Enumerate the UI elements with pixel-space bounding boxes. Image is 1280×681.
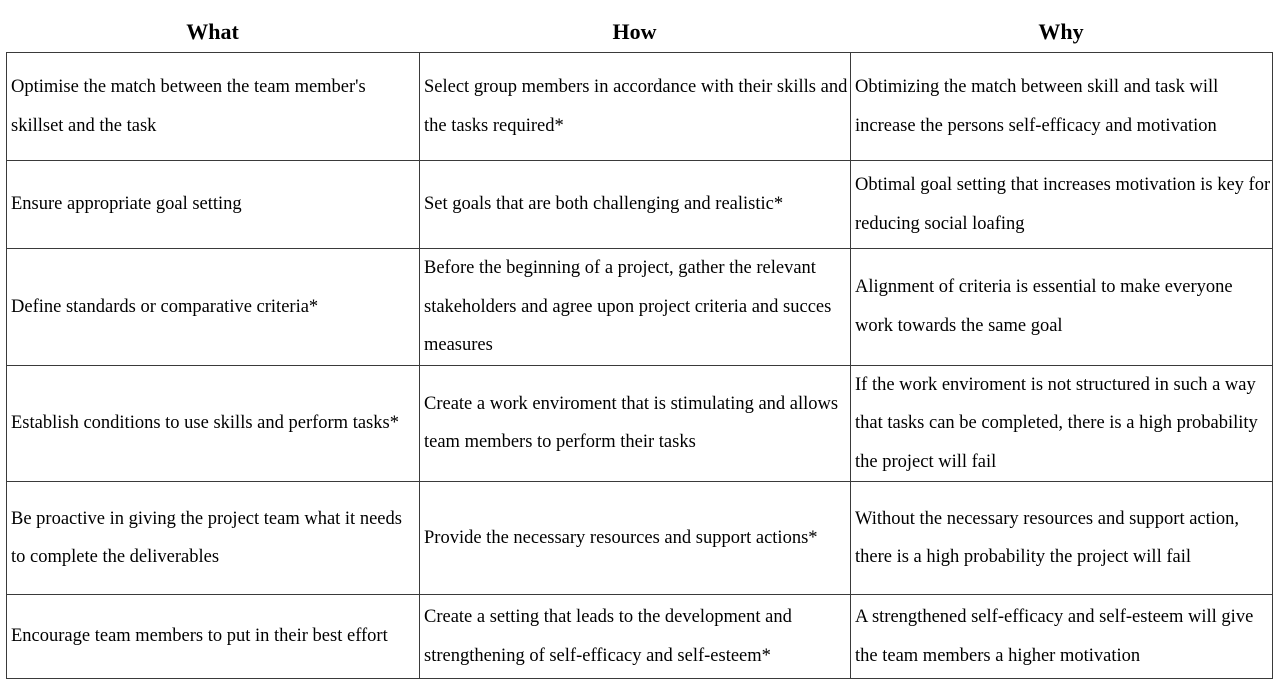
cell-why: If the work enviroment is not structured in such a way that tasks can be completed, there is a high probability the project will fail <box>851 365 1273 482</box>
cell-what: Establish conditions to use skills and perform tasks* <box>7 365 420 482</box>
cell-why: Without the necessary resources and support action, there is a high probability the project will fail <box>851 482 1273 595</box>
header-why: Why <box>1038 19 1084 44</box>
cell-why: Obtimal goal setting that increases motivation is key for reducing social loafing <box>851 161 1273 249</box>
cell-what: Optimise the match between the team member's skillset and the task <box>7 53 420 161</box>
table-row <box>7 482 1273 595</box>
cell-how: Set goals that are both challenging and realistic* <box>420 161 851 249</box>
table-row <box>7 365 1273 482</box>
table-row <box>7 161 1273 249</box>
header-how: How <box>612 19 657 44</box>
table-header <box>6 14 1272 52</box>
cell-how: Before the beginning of a project, gather the relevant stakeholders and agree upon project criteria and succes measures <box>420 249 851 366</box>
cell-how: Create a setting that leads to the development and strengthening of self-efficacy and self-esteem* <box>420 595 851 679</box>
table-row <box>7 53 1273 161</box>
cell-how: Select group members in accordance with their skills and the tasks required* <box>420 53 851 161</box>
header-what: What <box>186 19 239 44</box>
cell-how: Provide the necessary resources and support actions* <box>420 482 851 595</box>
table-row <box>7 595 1273 679</box>
cell-what: Encourage team members to put in their best effort <box>7 595 420 679</box>
cell-what: Ensure appropriate goal setting <box>7 161 420 249</box>
table-row <box>7 249 1273 366</box>
cell-why: Alignment of criteria is essential to make everyone work towards the same goal <box>851 249 1273 366</box>
cell-why: Obtimizing the match between skill and task will increase the persons self-efficacy and motivation <box>851 53 1273 161</box>
cell-how: Create a work enviroment that is stimulating and allows team members to perform their tasks <box>420 365 851 482</box>
what-how-why-table <box>6 52 1273 679</box>
cell-why: A strengthened self-efficacy and self-esteem will give the team members a higher motivation <box>851 595 1273 679</box>
cell-what: Be proactive in giving the project team what it needs to complete the deliverables <box>7 482 420 595</box>
cell-what: Define standards or comparative criteria* <box>7 249 420 366</box>
